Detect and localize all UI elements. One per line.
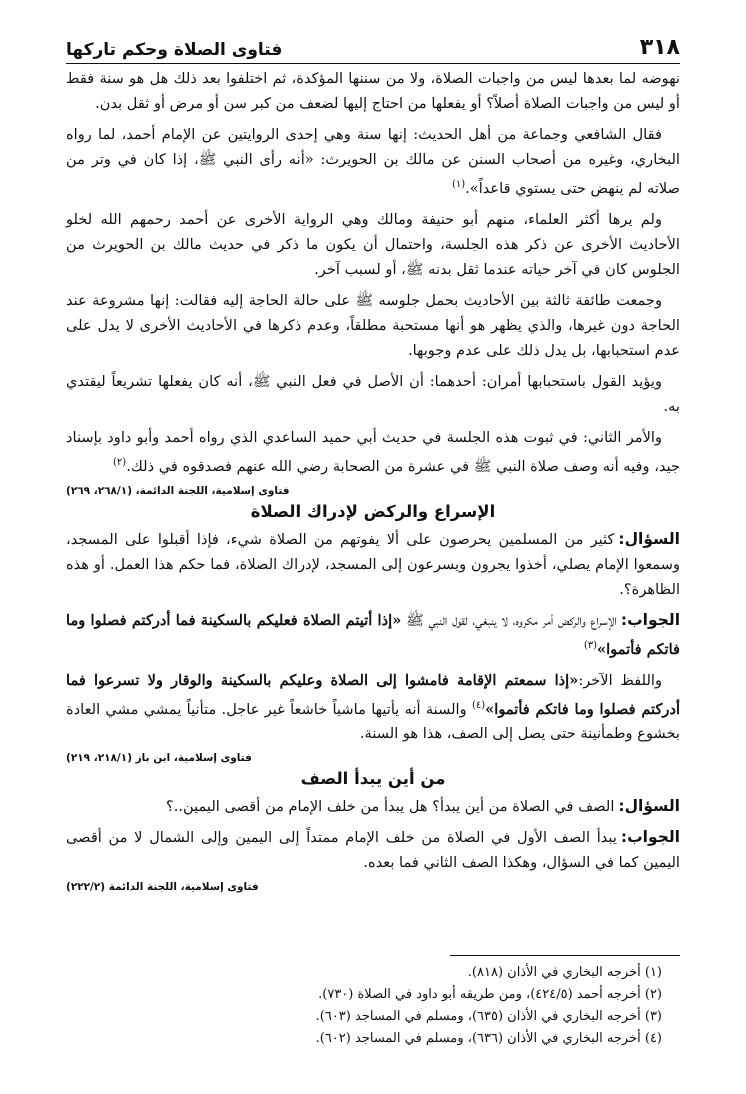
- answer-label-2: الجواب:: [620, 828, 680, 847]
- answer-2-text: يبدأ الصف الأول في الصلاة من خلف الإمام ممتداً إلى اليمين وإلى الشمال لا من أقصى اليمين كما في السؤال، وهكذا الصف الثاني فما بعده.: [66, 829, 680, 872]
- paragraph-6: [66, 425, 680, 479]
- question-2: [66, 794, 680, 819]
- footnote-ref-1: (١): [451, 179, 466, 190]
- section-heading-rushing: الإسراع والركض لإدراك الصلاة: [250, 501, 496, 521]
- footnote-ref-4: (٤): [471, 699, 486, 711]
- paragraph-3-text: ولم يرها أكثر العلماء، منهم أبو حنيفة ومالك وهي الرواية الأخرى عن أحمد رحمهم الله لخلو الأحاديث الأخرى عن ذكر هذه الجلسة، واحتمال أن يكون ما ذكر في حديث مالك بن الحويرث من الجلوس كان في آخر حياته عندما ثقل بدنه ﷺ، أو لسبب آخر.: [66, 210, 680, 278]
- question-1: [66, 527, 680, 602]
- footnote-4: (٤) أخرجه البخاري في الأذان (٦٣٦)، ومسلم في المساجد (٦٠٢).: [315, 1031, 662, 1046]
- section-heading-row-start: من أين يبدأ الصف: [300, 769, 446, 789]
- paragraph-6-text: والأمر الثاني: في ثبوت هذه الجلسة في حديث أبي حميد الساعدي الذي رواه أحمد وأبو داود بإسناد جيد، وفيه أنه وصف صلاة النبي ﷺ في عشرة من الصحابة رضي الله عنهم فصدقوه في ذلك.: [66, 428, 680, 475]
- paragraph-2-text: فقال الشافعي وجماعة من أهل الحديث: إنها سنة وهي إحدى الروايتين عن الإمام أحمد، لما رواه البخاري، وغيره من أصحاب السنن عن مالك بن الحويرث: «أنه رأى النبي ﷺ، إذا كان في وتر من صلاته لم ينهض حتى يستوي قاعداً».: [66, 126, 680, 197]
- question-1-text: كثير من المسلمين يحرصون على ألا يفوتهم من الصلاة شيء، فإذا أقبلوا على المسجد، وسمعوا الإمام يصلي، أخذوا يجرون ويسرعون إلى المسجد، لإدراك الصلاة، فما حكم هذا العمل. أو هذه الظاهرة؟.: [66, 530, 680, 598]
- paragraph-2: [66, 122, 680, 201]
- page-body: [66, 66, 680, 898]
- paragraph-7: [66, 668, 680, 747]
- paragraph-3: [66, 207, 680, 282]
- paragraph-4-text: وجمعت طائفة ثالثة بين الأحاديث بحمل جلوسه ﷺ على حالة الحاجة إليه فقالت: إنها مشروعة عند الحاجة دون غيرها، والذي يظهر هو أنها مستحبة مطلقاً، وعدم ذكرها في الأحاديث الأخرى لا يدل على عدم استحبابها، بل يدل ذلك على عدم وجوبها.: [66, 291, 680, 359]
- paragraph-1-text: نهوضه لما بعدها ليس من واجبات الصلاة، ولا من سننها المؤكدة، ثم اختلفوا بعد ذلك هل هو سنة فقط أو ليس من واجبات الصلاة أصلاً؟ أو يفعلها من احتاج إليها لضعف من كبر سن أو مرض أو ثقل بدن.: [66, 70, 680, 112]
- paragraph-5-text: ويؤيد القول باستحبابها أمران: أحدهما: أن الأصل في فعل النبي ﷺ، أنه كان يفعلها تشريعاً ليقتدي به.: [66, 372, 680, 415]
- footnote-ref-2: (٢): [113, 456, 127, 468]
- page-header: [66, 30, 680, 64]
- footnote-ref-3: (٣): [583, 639, 598, 651]
- footnote-3: (٣) أخرجه البخاري في الأذان (٦٣٥)، ومسلم في المساجد (٦٠٣).: [315, 1009, 662, 1024]
- source-citation-3: فتاوى إسلامية، اللجنة الدائمة (٢٢٢/٢): [66, 881, 259, 894]
- question-2-text: الصف في الصلاة من أين يبدأ؟ هل يبدأ من خلف الإمام من أقصى اليمين..؟: [165, 798, 615, 816]
- hadith-quote-1: «إذا أتيتم الصلاة فعليكم بالسكينة فما أدركتم فصلوا وما فاتكم فأتموا»: [66, 611, 680, 658]
- paragraph-1: [66, 66, 680, 116]
- paragraph-5: [66, 369, 680, 419]
- question-label-2: السؤال:: [618, 797, 680, 816]
- paragraph-7-text: والسنة أنه يأتيها ماشياً خاشعاً غير عاجل. متأنياً يمشي مشي العادة بخشوع وطمأنينة حتى يصل إلى الصف، هذا هو السنة.: [66, 700, 680, 743]
- answer-1-text: الإسراع والركض أمر مكروه، لا ينبغي، لقول النبي ﷺ: [406, 611, 617, 629]
- source-citation-1: فتاوى إسلامية، اللجنة الدائمة، (٢٦٨/١، ٢٦٩): [66, 484, 290, 497]
- footnotes: [66, 955, 680, 1050]
- hadith-quote-2: «إذا سمعتم الإقامة فامشوا إلى الصلاة وعليكم بالسكينة والوقار ولا تسرعوا فما أدركتم فصلوا وما فاتكم فأتموا»: [66, 671, 680, 718]
- footnote-1: (١) أخرجه البخاري في الأذان (٨١٨).: [467, 965, 662, 980]
- answer-label: الجواب:: [620, 610, 681, 629]
- answer-2: [66, 825, 680, 875]
- footnote-2: (٢) أخرجه أحمد (٤٢٤/٥)، ومن طريقه أبو داود في الصلاة (٧٣٠).: [318, 987, 662, 1002]
- paragraph-7-intro: واللفظ الآخر:: [578, 671, 663, 689]
- source-citation-2: فتاوى إسلامية، ابن باز (٢١٨/١، ٢١٩): [66, 752, 252, 765]
- question-label: السؤال:: [618, 529, 680, 548]
- running-title: فتاوى الصلاة وحكم تاركها: [66, 40, 283, 60]
- page-number: ٣١٨: [639, 35, 680, 60]
- answer-1: [66, 608, 680, 662]
- paragraph-4: [66, 288, 680, 363]
- footnote-divider: [450, 955, 680, 956]
